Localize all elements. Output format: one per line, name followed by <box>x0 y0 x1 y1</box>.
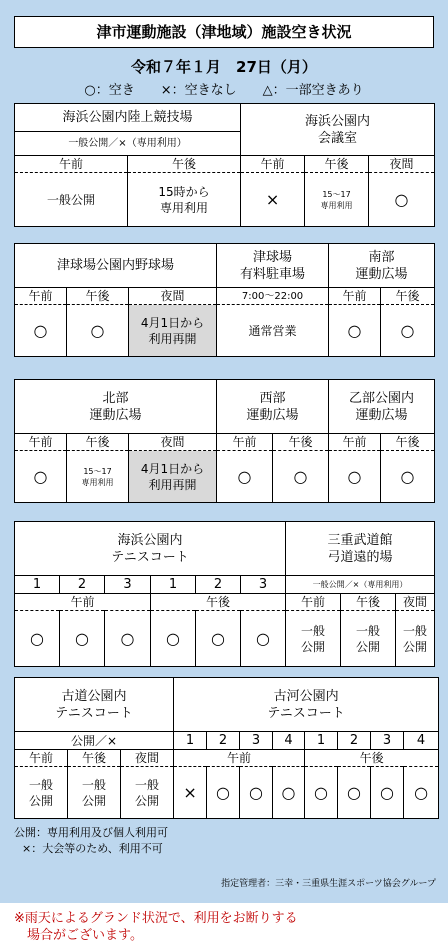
facility-name-budokan: 三重武道館 弓道遠的場 <box>286 522 435 576</box>
designated-manager: 指定管理者：三幸・三重県生涯スポーツ協会グループ <box>221 879 436 889</box>
header-pm: 午後 <box>305 750 439 767</box>
furumichi-pm-status: 一般 公開 <box>68 767 121 819</box>
header-am: 午前 <box>15 434 67 451</box>
hokubu-pm-status: 15～17 専用利用 <box>67 451 129 503</box>
furukawa-am-court-3: ○ <box>240 767 273 819</box>
facility-name-baseball: 津球場公園内野球場 <box>15 244 217 288</box>
budokan-pm-status: 一般 公開 <box>341 611 396 667</box>
tennis-am-court-1: ○ <box>15 611 60 667</box>
court-number: 4 <box>404 732 439 750</box>
court-number: 3 <box>241 576 286 594</box>
track-pm-status: 15時から 専用利用 <box>128 173 241 227</box>
minami-am-status: ○ <box>329 305 381 357</box>
section-kaihin-tennis-budokan <box>14 521 435 667</box>
budokan-usage-mode: 一般公開／×（専用利用） <box>286 576 435 594</box>
furukawa-pm-court-1: ○ <box>305 767 338 819</box>
header-pm: 午後 <box>273 434 329 451</box>
header-night: 夜間 <box>369 156 435 173</box>
legend: ○：空き ×：空きなし △：一部空きあり <box>84 83 364 98</box>
header-am: 午前 <box>286 594 341 611</box>
header-night: 夜間 <box>121 750 174 767</box>
header-pm: 午後 <box>341 594 396 611</box>
section-kaihin-track-meeting <box>14 103 435 227</box>
furukawa-am-court-2: ○ <box>207 767 240 819</box>
section-baseball-parking-minami <box>14 243 435 357</box>
court-number: 1 <box>15 576 60 594</box>
furukawa-pm-court-2: ○ <box>338 767 371 819</box>
court-number: 2 <box>338 732 371 750</box>
facility-name-track: 海浜公園内陸上競技場 <box>15 104 241 132</box>
header-am: 午前 <box>329 288 381 305</box>
header-am: 午前 <box>241 156 305 173</box>
seibu-am-status: ○ <box>217 451 273 503</box>
court-number: 1 <box>305 732 338 750</box>
tennis-am-court-2: ○ <box>60 611 105 667</box>
meeting-night-status: ○ <box>369 173 435 227</box>
header-pm: 午後 <box>381 434 435 451</box>
track-am-status: 一般公開 <box>15 173 128 227</box>
facility-name-furumichi-tennis: 古道公園内 テニスコート <box>15 678 174 732</box>
header-am: 午前 <box>15 156 128 173</box>
furumichi-usage-mode: 公開／× <box>15 732 174 750</box>
header-pm: 午後 <box>68 750 121 767</box>
hokubu-am-status: ○ <box>15 451 67 503</box>
court-number: 3 <box>240 732 273 750</box>
header-am: 午前 <box>15 288 67 305</box>
furumichi-night-status: 一般 公開 <box>121 767 174 819</box>
facility-name-seibu: 西部 運動広場 <box>217 380 329 434</box>
facility-name-furukawa-tennis: 古河公園内 テニスコート <box>174 678 439 732</box>
court-number: 4 <box>273 732 305 750</box>
meeting-am-status: × <box>241 173 305 227</box>
tennis-am-court-3: ○ <box>105 611 151 667</box>
header-am: 午前 <box>329 434 381 451</box>
header-night: 夜間 <box>129 288 217 305</box>
court-number: 2 <box>196 576 241 594</box>
header-am: 午前 <box>217 434 273 451</box>
court-number: 1 <box>151 576 196 594</box>
facility-name-kaihin-tennis: 海浜公園内 テニスコート <box>15 522 286 576</box>
facility-name-otobe: 乙部公園内 運動広場 <box>329 380 435 434</box>
seibu-pm-status: ○ <box>273 451 329 503</box>
parking-hours: 7:00～22:00 <box>217 288 329 305</box>
court-number: 3 <box>105 576 151 594</box>
header-pm: 午後 <box>381 288 435 305</box>
status-date: 令和７年１月 27日（月） <box>131 58 317 76</box>
tennis-pm-court-3: ○ <box>241 611 286 667</box>
header-night: 夜間 <box>129 434 217 451</box>
page-title: 津市運動施設（津地域）施設空き状況 <box>14 16 434 48</box>
parking-status: 通常営業 <box>217 305 329 357</box>
header-am: 午前 <box>15 594 151 611</box>
header-pm: 午後 <box>151 594 286 611</box>
section-hokubu-seibu-otobe <box>14 379 435 503</box>
header-am: 午前 <box>174 750 305 767</box>
header-pm: 午後 <box>67 288 129 305</box>
court-number: 2 <box>60 576 105 594</box>
furukawa-pm-court-4: ○ <box>404 767 439 819</box>
tennis-pm-court-2: ○ <box>196 611 241 667</box>
facility-name-parking: 津球場 有料駐車場 <box>217 244 329 288</box>
minami-pm-status: ○ <box>381 305 435 357</box>
tennis-pm-court-1: ○ <box>151 611 196 667</box>
baseball-pm-status: ○ <box>67 305 129 357</box>
otobe-am-status: ○ <box>329 451 381 503</box>
furukawa-am-court-1: × <box>174 767 207 819</box>
header-night: 夜間 <box>396 594 435 611</box>
baseball-am-status: ○ <box>15 305 67 357</box>
facility-name-hokubu: 北部 運動広場 <box>15 380 217 434</box>
budokan-am-status: 一般 公開 <box>286 611 341 667</box>
note-public-definition: 公開：専用利用及び個人利用可 <box>14 826 168 839</box>
header-am: 午前 <box>15 750 68 767</box>
header-pm: 午後 <box>128 156 241 173</box>
furumichi-am-status: 一般 公開 <box>15 767 68 819</box>
hokubu-night-status: 4月1日から 利用再開 <box>129 451 217 503</box>
court-number: 3 <box>371 732 404 750</box>
facility-name-minami: 南部 運動広場 <box>329 244 435 288</box>
furukawa-am-court-4: ○ <box>273 767 305 819</box>
track-usage-mode: 一般公開／×（専用利用） <box>15 132 241 156</box>
meeting-pm-status: 15～17 専用利用 <box>305 173 369 227</box>
header-pm: 午後 <box>67 434 129 451</box>
rain-warning: ※雨天によるグランド状況で、利用をお断りする 場合がございます。 <box>14 911 298 943</box>
furukawa-pm-court-3: ○ <box>371 767 404 819</box>
otobe-pm-status: ○ <box>381 451 435 503</box>
baseball-night-status: 4月1日から 利用再開 <box>129 305 217 357</box>
facility-name-meeting-room: 海浜公園内 会議室 <box>241 104 435 156</box>
note-unavailable-definition: ×：大会等のため、利用不可 <box>22 842 163 855</box>
header-pm: 午後 <box>305 156 369 173</box>
section-furumichi-furukawa-tennis <box>14 677 439 819</box>
court-number: 2 <box>207 732 240 750</box>
court-number: 1 <box>174 732 207 750</box>
budokan-night-status: 一般 公開 <box>396 611 435 667</box>
